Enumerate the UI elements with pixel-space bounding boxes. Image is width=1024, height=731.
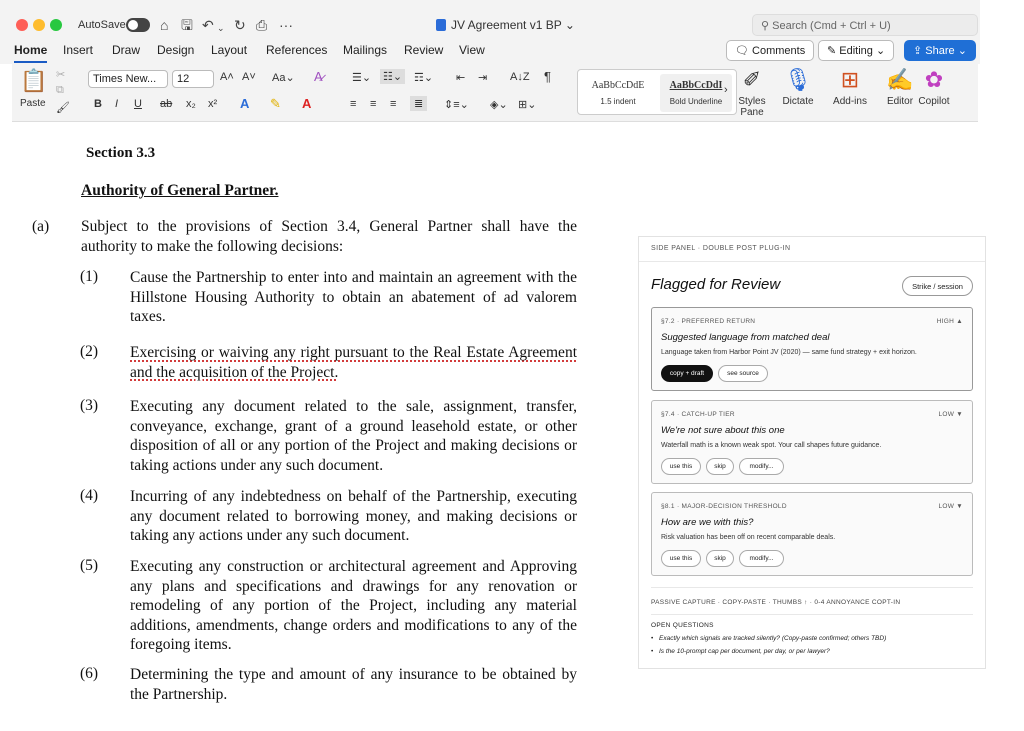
card-meta: §7.4 · CATCH-UP TIER xyxy=(661,411,735,418)
increase-indent-icon[interactable]: ⇥ xyxy=(478,72,488,84)
card-meta: §8.1 · MAJOR-DECISION THRESHOLD xyxy=(661,503,787,510)
paste-icon[interactable]: 📋 xyxy=(20,68,48,93)
paste-label: Paste xyxy=(20,98,46,109)
clear-formatting-icon[interactable]: A̷ xyxy=(314,69,323,84)
see-source-button[interactable]: see source xyxy=(718,365,768,382)
multilevel-list-icon[interactable]: ☶⌄ xyxy=(414,72,434,84)
microphone-icon: 🎙 xyxy=(784,67,812,92)
card-description: Risk valuation has been off on recent comparable deals. xyxy=(661,534,836,541)
card-meta: §7.2 · PREFERRED RETURN xyxy=(661,318,756,325)
item-number: (1) xyxy=(80,268,99,285)
panel-title: Flagged for Review xyxy=(651,276,781,293)
review-card xyxy=(651,307,973,391)
review-card xyxy=(651,492,973,576)
sort-icon[interactable]: A↓Z xyxy=(510,71,530,83)
cut-icon[interactable]: ✂ xyxy=(56,69,66,81)
ribbon-tabs xyxy=(0,38,980,64)
card-title: Suggested language from matched deal xyxy=(661,332,830,343)
card-level: LOW ▼ xyxy=(938,411,963,418)
tab-view[interactable]: View xyxy=(459,43,485,57)
item-number: (2) xyxy=(80,343,99,360)
use-this-button[interactable]: use this xyxy=(661,550,701,567)
styles-pane-icon: ✐ xyxy=(742,67,762,92)
dictate-label: Dictate xyxy=(782,96,814,107)
share-button[interactable] xyxy=(904,40,976,61)
justify-icon[interactable]: ≣ xyxy=(410,96,427,111)
editor-label: Editor xyxy=(886,96,914,107)
ribbon-toolbar xyxy=(12,64,978,122)
tab-review[interactable]: Review xyxy=(404,43,444,57)
card-description: Language taken from Harbor Point JV (2020) — same fund strategy + exit horizon. xyxy=(661,349,917,356)
clause-label: (a) xyxy=(32,218,50,235)
item-text: Executing any construction or architectural agreement and Approving any plans and specifications and drawings for any renovation or remodeling of any portion of the Project, including any material additions, amendments, change orders and modifications to any of the foregoing items. xyxy=(130,558,577,653)
save-icon[interactable]: 🖫 xyxy=(181,17,193,33)
review-side-panel xyxy=(638,236,986,669)
item-number: (3) xyxy=(80,397,99,414)
style-1-5-indent[interactable] xyxy=(582,74,654,112)
copilot-label: Copilot xyxy=(918,96,950,107)
home-icon[interactable]: ⌂ xyxy=(160,17,169,33)
style-name: 1.5 indent xyxy=(600,97,636,106)
editor-button[interactable] xyxy=(882,68,918,107)
change-case-icon[interactable]: Aa⌄ xyxy=(272,72,295,84)
skip-button[interactable]: skip xyxy=(706,458,734,475)
copy-icon[interactable]: ⧉ xyxy=(56,84,64,96)
editing-button[interactable] xyxy=(818,40,894,61)
underline-icon[interactable]: U xyxy=(134,98,142,110)
tab-layout[interactable]: Layout xyxy=(211,43,248,57)
minimize-window-button[interactable] xyxy=(33,19,45,31)
comments-button[interactable] xyxy=(726,40,814,61)
clause-text: Subject to the provisions of Section 3.4, General Partner shall have the authority to make the following decisions: xyxy=(81,218,577,255)
align-right-icon[interactable]: ≡ xyxy=(390,98,397,110)
undo-icon[interactable]: ↶ xyxy=(202,17,214,33)
copilot-button[interactable] xyxy=(914,68,954,107)
font-size-select[interactable] xyxy=(172,70,214,88)
search-input[interactable] xyxy=(752,14,978,36)
decrease-indent-icon[interactable]: ⇤ xyxy=(456,72,466,84)
share-icon: ⇪ xyxy=(913,45,923,57)
divider xyxy=(651,614,973,615)
add-ins-icon: ⊞ xyxy=(840,67,860,92)
style-name: Bold Underline xyxy=(669,97,723,106)
styles-gallery xyxy=(577,69,737,115)
item-number: (4) xyxy=(80,487,99,504)
more-icon[interactable]: ··· xyxy=(279,17,293,33)
card-title: We're not sure about this one xyxy=(661,425,785,436)
card-level: LOW ▼ xyxy=(938,503,963,510)
redo-icon[interactable]: ↻ xyxy=(234,17,246,33)
pilcrow-icon[interactable]: ¶ xyxy=(544,69,551,84)
style-sample: AaBbCcDdI xyxy=(669,80,723,91)
add-ins-button[interactable] xyxy=(830,68,870,107)
undo-dropdown-icon[interactable]: ⌄ xyxy=(217,23,225,33)
shrink-font-icon[interactable]: A˅ xyxy=(242,71,256,83)
text-effects-icon[interactable]: A xyxy=(240,96,250,111)
tab-mailings[interactable]: Mailings xyxy=(343,43,388,57)
style-bold-underline[interactable] xyxy=(660,74,732,112)
open-questions-title: OPEN QUESTIONS xyxy=(651,622,714,629)
strike-session-button[interactable]: Strike / session xyxy=(902,276,973,296)
document-page[interactable] xyxy=(0,130,620,730)
subscript-icon[interactable]: x₂ xyxy=(186,98,196,110)
item-number: (5) xyxy=(80,557,99,574)
copy-draft-button[interactable]: copy + draft xyxy=(661,365,713,382)
document-title[interactable] xyxy=(436,18,575,32)
section-heading: Authority of General Partner. xyxy=(81,182,279,199)
open-question: • Exactly which signals are tracked silently? (Copy-paste confirmed; others TBD) xyxy=(651,635,886,642)
panel-header: SIDE PANEL · DOUBLE POST PLUG-IN xyxy=(651,245,791,252)
tab-references[interactable]: References xyxy=(266,43,328,57)
copilot-icon: ✿ xyxy=(924,67,944,92)
search-placeholder: Search (Cmd + Ctrl + U) xyxy=(772,20,891,32)
section-number: Section 3.3 xyxy=(86,145,156,161)
open-question: • Is the 10-prompt cap per document, per day, or per lawyer? xyxy=(651,648,830,655)
align-left-icon[interactable]: ≡ xyxy=(350,98,357,110)
editing-label: Editing xyxy=(839,45,873,57)
use-this-button[interactable]: use this xyxy=(661,458,701,475)
font-name-select[interactable] xyxy=(88,70,168,88)
styles-pane-button[interactable] xyxy=(734,68,770,118)
zoom-window-button[interactable] xyxy=(50,19,62,31)
align-center-icon[interactable]: ≡ xyxy=(370,98,377,110)
item-text: Determining the type and amount of any insurance to be obtained by the Partnership. xyxy=(130,666,577,703)
italic-icon[interactable]: I xyxy=(115,98,119,110)
item-text: Incurring of any indebtedness on behalf of the Partnership, executing any document related to borrowing money, and making decisions or taking any actions under any such document. xyxy=(130,488,577,544)
document-title-text: JV Agreement v1 BP xyxy=(451,18,562,32)
item-text: Cause the Partnership to enter into and maintain an agreement with the Hillstone Housing Authority to obtain an abatement of ad valorem taxes. xyxy=(130,269,577,325)
strikethrough-icon[interactable]: ab xyxy=(160,98,173,110)
highlight-icon[interactable]: ✎ xyxy=(270,96,281,111)
item-text-flagged[interactable]: Exercising or waiving any right pursuant to the Real Estate Agreement and the acquisition of the Project. xyxy=(130,344,577,381)
styles-more-icon[interactable]: › xyxy=(724,84,728,96)
title-bar xyxy=(0,0,980,38)
grow-font-icon[interactable]: A˄ xyxy=(220,71,234,83)
card-level: HIGH ▲ xyxy=(936,318,963,325)
dictate-button[interactable] xyxy=(780,68,816,107)
bullets-icon[interactable]: ☰⌄ xyxy=(352,72,372,84)
tab-draw[interactable]: Draw xyxy=(112,43,141,57)
modify-button[interactable]: modify... xyxy=(739,550,784,567)
chevron-down-icon: ⌄ xyxy=(957,45,967,57)
numbering-icon[interactable]: ☷⌄ xyxy=(380,69,405,84)
autosave-label: AutoSave xyxy=(78,19,126,31)
review-card xyxy=(651,400,973,484)
close-window-button[interactable] xyxy=(16,19,28,31)
editor-icon: ✍ xyxy=(886,67,914,92)
font-color-icon[interactable]: A xyxy=(302,96,312,111)
share-label: Share xyxy=(925,45,955,57)
style-sample: AaBbCcDdE xyxy=(591,80,645,91)
card-description: Waterfall math is a known weak spot. Your call shapes future guidance. xyxy=(661,442,882,449)
card-title: How are we with this? xyxy=(661,517,754,528)
font-name-value: Times New... xyxy=(93,73,157,85)
document-icon xyxy=(436,19,446,31)
tab-home[interactable]: Home xyxy=(14,43,48,57)
search-icon: ⚲ xyxy=(761,20,770,32)
divider xyxy=(651,587,973,588)
add-ins-label: Add-ins xyxy=(833,96,867,107)
comments-label: Comments xyxy=(752,45,806,57)
item-number: (6) xyxy=(80,665,99,682)
chevron-down-icon: ⌄ xyxy=(564,18,575,32)
item-text: Executing any document related to the sale, assignment, transfer, conveyance, exchange, grant of a ground leasehold estate, or other disposition of all or any portion of the Project and making decisions or taking actions under any such document. xyxy=(130,398,577,474)
tab-insert[interactable]: Insert xyxy=(63,43,94,57)
bold-icon[interactable]: B xyxy=(94,98,102,110)
comment-icon: 🗨 xyxy=(735,45,749,57)
print-icon[interactable]: ⎙ xyxy=(256,17,268,33)
modify-button[interactable]: modify... xyxy=(739,458,784,475)
styles-pane-label: Styles Pane xyxy=(738,96,766,118)
autosave-toggle[interactable] xyxy=(126,18,150,32)
passive-capture-note: PASSIVE CAPTURE · COPY-PASTE · THUMBS ↑ · 0-4 ANNOYANCE COPT-IN xyxy=(651,599,901,606)
shading-icon[interactable]: ◈⌄ xyxy=(490,99,508,111)
line-spacing-icon[interactable]: ⇕≡⌄ xyxy=(444,99,469,111)
pencil-icon: ✎ xyxy=(827,45,837,57)
format-painter-icon[interactable]: 🖌 xyxy=(56,102,70,114)
skip-button[interactable]: skip xyxy=(706,550,734,567)
font-size-value: 12 xyxy=(177,73,190,85)
superscript-icon[interactable]: x² xyxy=(208,98,218,110)
borders-icon[interactable]: ⊞⌄ xyxy=(518,99,537,111)
tab-design[interactable]: Design xyxy=(157,43,195,57)
divider xyxy=(639,261,985,262)
chevron-down-icon: ⌄ xyxy=(875,45,886,57)
